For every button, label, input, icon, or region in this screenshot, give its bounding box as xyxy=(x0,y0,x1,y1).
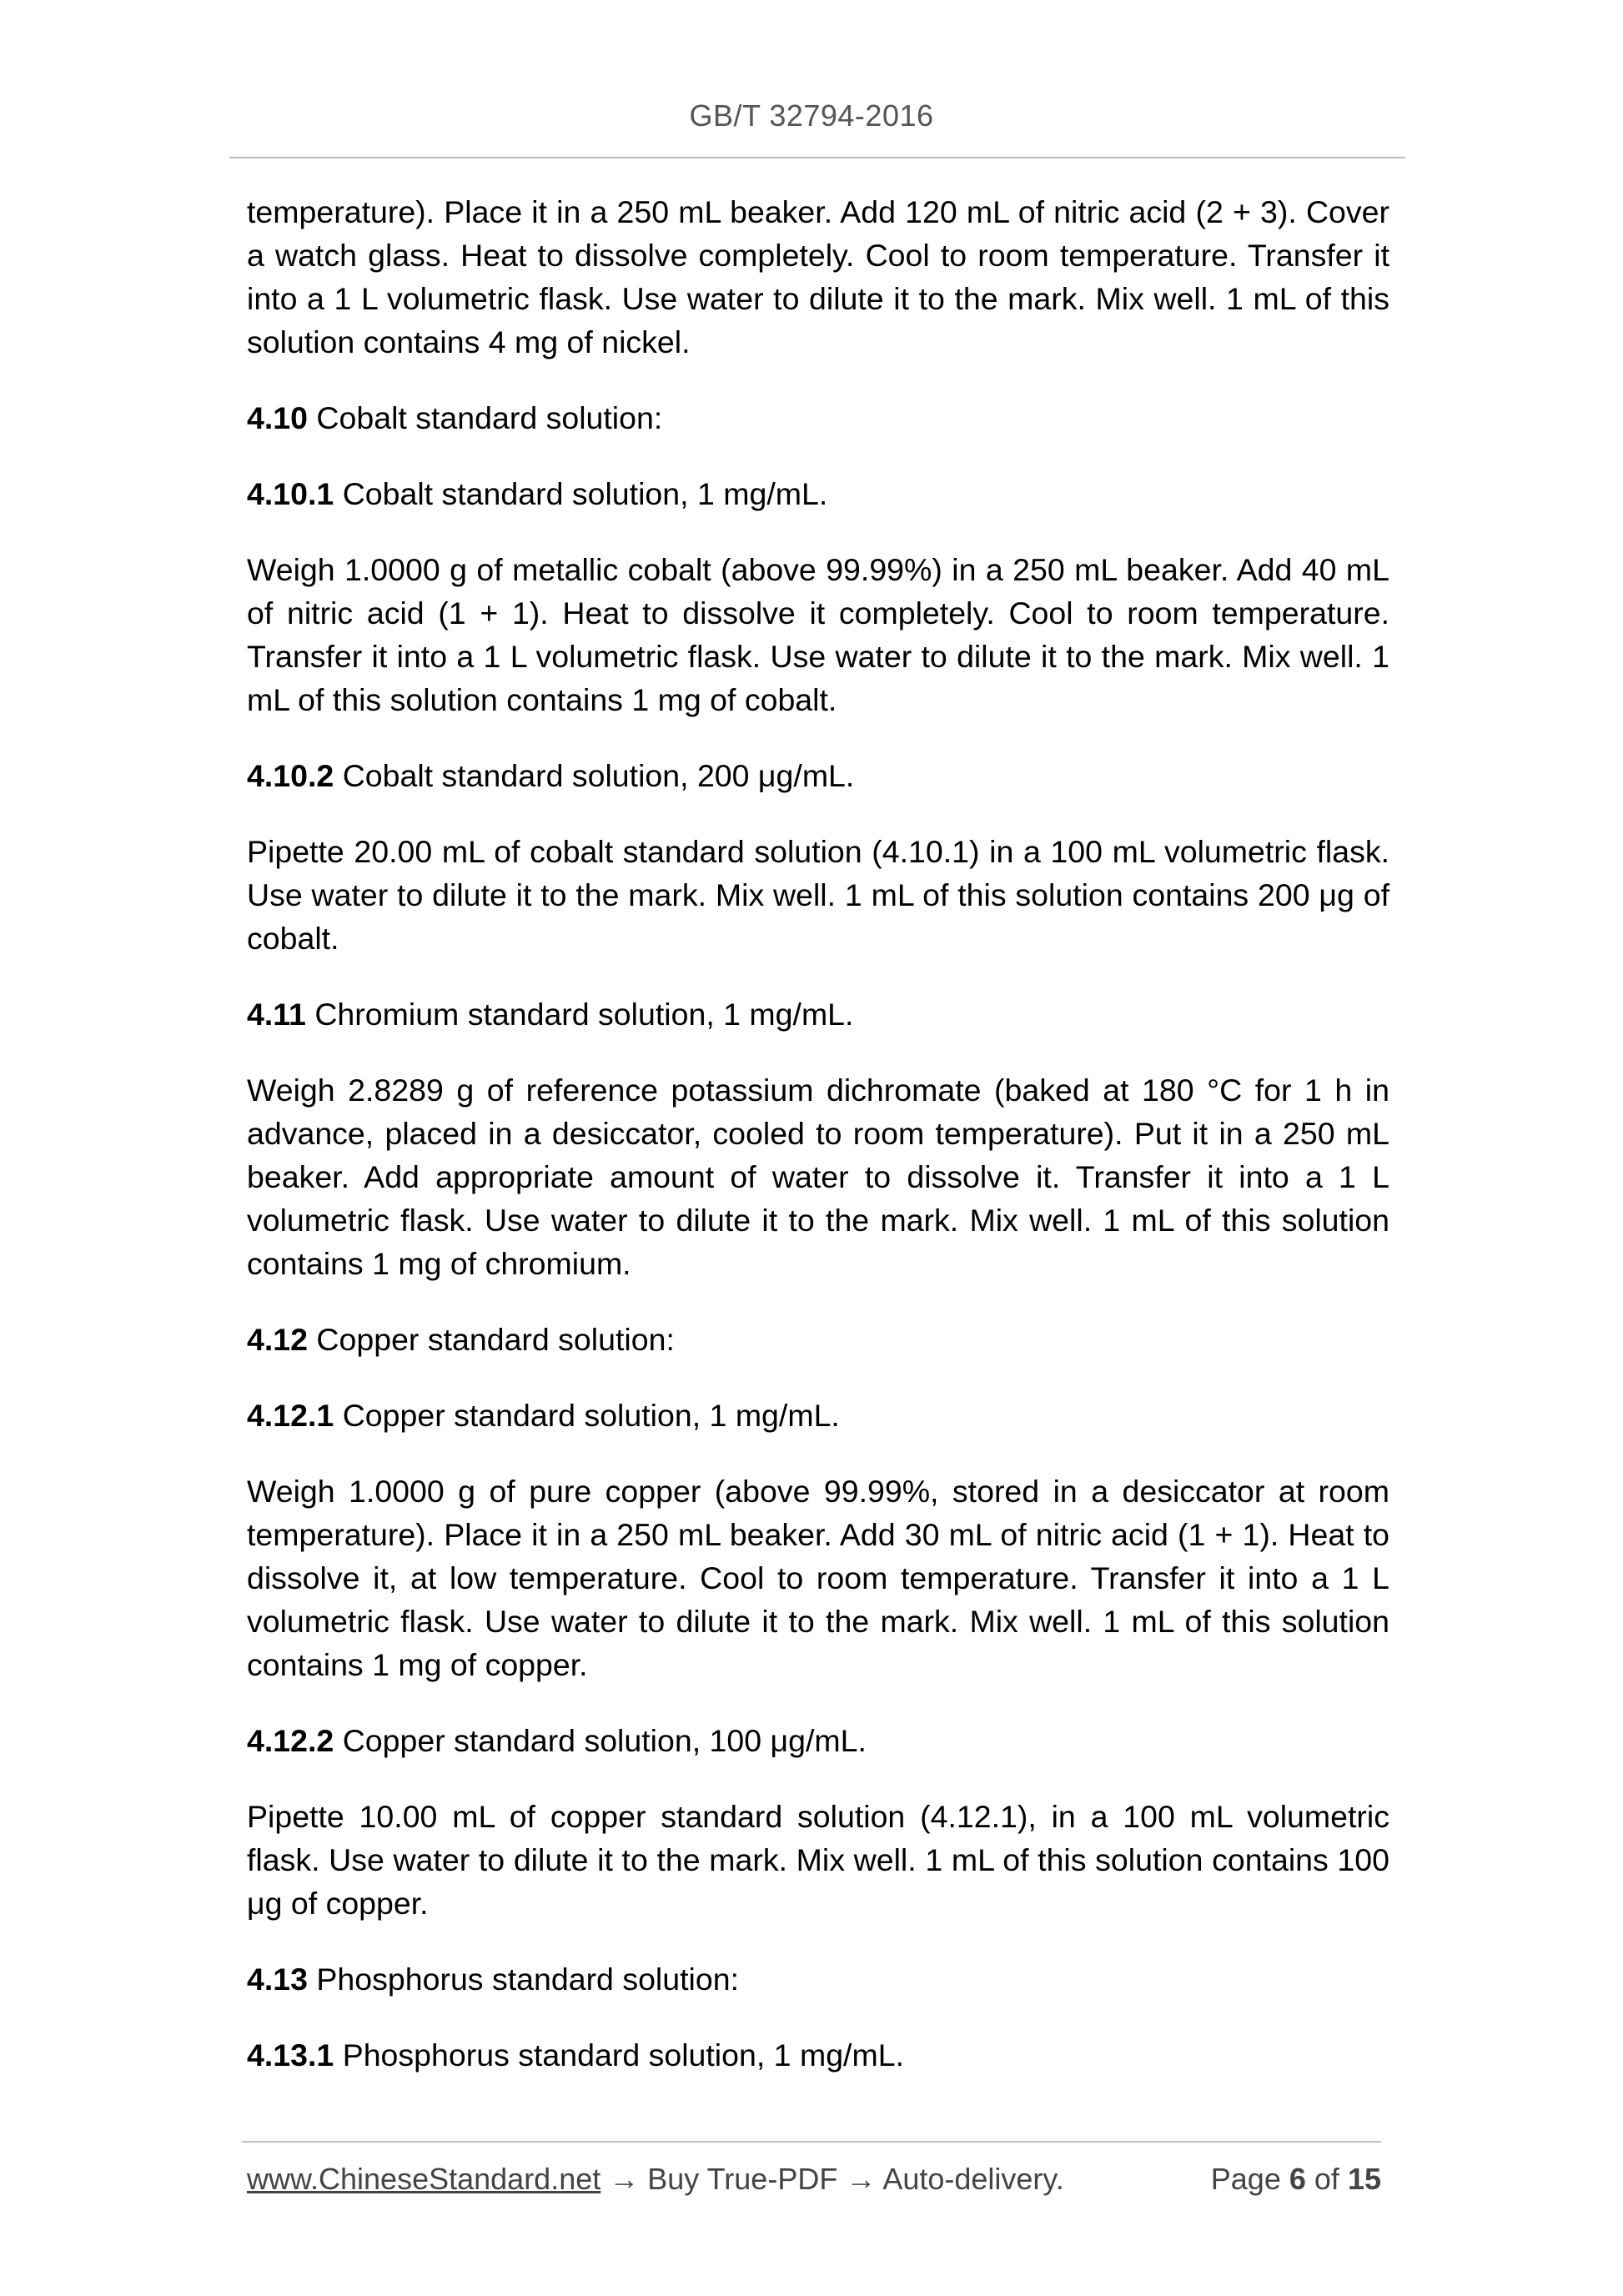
footer-divider xyxy=(242,2141,1381,2143)
paragraph: Weigh 1.0000 g of metallic cobalt (above 99.99%) in a 250 mL beaker. Add 40 mL of nitric acid (1 + 1). Heat to dissolve it completely. Cool to room temperature. Transfer it into a 1 L volumetric flask. Use water to dilute it to the mark. Mix well. 1 mL of this solution contains 1 mg of cobalt. xyxy=(247,552,1389,717)
section-number: 4.10 xyxy=(247,400,308,435)
section-heading xyxy=(247,754,1389,797)
section-heading xyxy=(247,2033,1389,2077)
page-header: GB/T 32794-2016 xyxy=(689,98,934,133)
section-heading xyxy=(247,396,1389,440)
page-word: Page xyxy=(1210,2162,1281,2196)
paragraph: Weigh 1.0000 g of pure copper (above 99.99%, stored in a desiccator at room temperature). Place it in a 250 mL beaker. Add 30 mL of nitric acid (1 + 1). Heat to dissolve it, at low temperature. Cool to room temperature. Transfer it into a 1 L volumetric flask. Use water to dilute it to the mark. Mix well. 1 mL of this solution contains 1 mg of copper. xyxy=(247,1474,1389,1682)
section-number: 4.10.1 xyxy=(247,476,334,511)
section-number: 4.13 xyxy=(247,1962,308,1997)
paragraph: temperature). Place it in a 250 mL beaker. Add 120 mL of nitric acid (2 + 3). Cover a watch glass. Heat to dissolve completely. Cool to room temperature. Transfer it into a 1 L volumetric flask. Use water to dilute it to the mark. Mix well. 1 mL of this solution contains 4 mg of nickel. xyxy=(247,194,1389,359)
section-number: 4.12.2 xyxy=(247,1723,334,1758)
footer-promo xyxy=(247,2162,1064,2197)
paragraph: Pipette 10.00 mL of copper standard solution (4.12.1), in a 100 mL volumetric flask. Use water to dilute it to the mark. Mix well. 1 mL of this solution contains 100 μg of copper. xyxy=(247,1799,1389,1921)
section-title: Cobalt standard solution, 1 mg/mL. xyxy=(342,476,828,511)
page-indicator xyxy=(1211,2162,1381,2197)
section-heading xyxy=(247,472,1389,515)
section-number: 4.12 xyxy=(247,1322,308,1357)
section-title: Copper standard solution, 1 mg/mL. xyxy=(342,1398,840,1433)
section-title: Cobalt standard solution, 200 μg/mL. xyxy=(342,758,855,793)
section-title: Phosphorus standard solution: xyxy=(316,1962,740,1997)
page-total: 15 xyxy=(1347,2162,1381,2196)
section-number: 4.12.1 xyxy=(247,1398,334,1433)
paragraph: Pipette 20.00 mL of cobalt standard solution (4.10.1) in a 100 mL volumetric flask. Use water to dilute it to the mark. Mix well. 1 mL of this solution contains 200 μg of cobalt. xyxy=(247,834,1389,956)
section-number: 4.11 xyxy=(247,997,306,1032)
paragraph: Weigh 2.8289 g of reference potassium dichromate (baked at 180 °C for 1 h in advance, placed in a desiccator, cooled to room temperature). Put it in a 250 mL beaker. Add appropriate amount of water to dissolve it. Transfer it into a 1 L volumetric flask. Use water to dilute it to the mark. Mix well. 1 mL of this solution contains 1 mg of chromium. xyxy=(247,1073,1389,1281)
page-number: 6 xyxy=(1289,2162,1306,2196)
section-title: Phosphorus standard solution, 1 mg/mL. xyxy=(342,2037,904,2072)
section-title: Copper standard solution, 100 μg/mL. xyxy=(342,1723,867,1758)
footer-tagline: → Buy True-PDF → Auto-delivery. xyxy=(600,2162,1064,2196)
document-body xyxy=(247,190,1389,2109)
section-heading xyxy=(247,1957,1389,2001)
website-link[interactable]: www.ChineseStandard.net xyxy=(247,2162,601,2196)
section-number: 4.10.2 xyxy=(247,758,334,793)
of-word: of xyxy=(1314,2162,1339,2196)
section-heading xyxy=(247,992,1389,1036)
section-title: Chromium standard solution, 1 mg/mL. xyxy=(314,997,854,1032)
header-divider xyxy=(229,157,1405,158)
section-heading xyxy=(247,1318,1389,1361)
section-title: Copper standard solution: xyxy=(316,1322,675,1357)
section-title: Cobalt standard solution: xyxy=(316,400,663,435)
section-number: 4.13.1 xyxy=(247,2037,334,2072)
section-heading xyxy=(247,1719,1389,1762)
section-heading xyxy=(247,1394,1389,1437)
